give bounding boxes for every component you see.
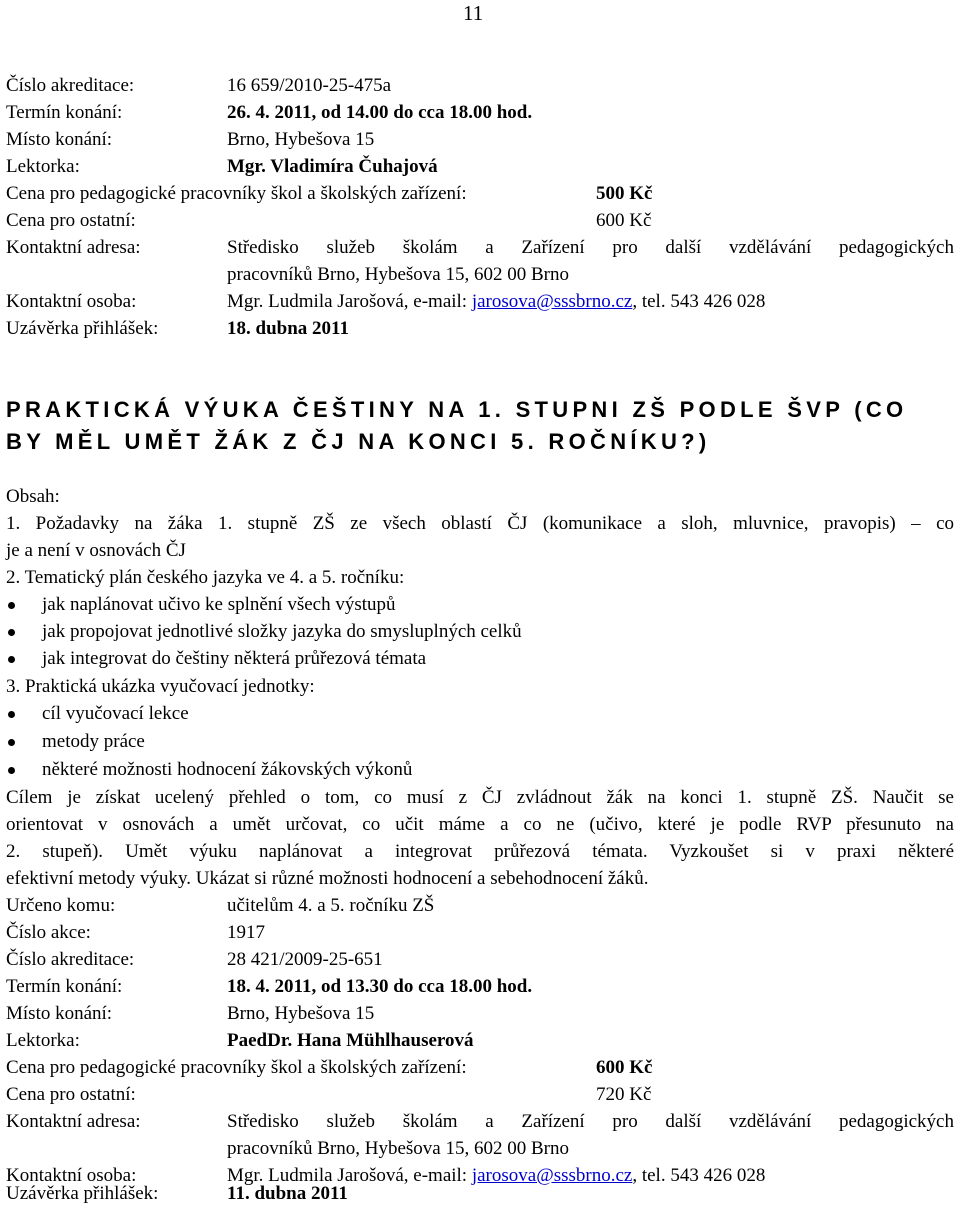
adresa-row-1 (6, 234, 954, 261)
akreditace-label: Číslo akreditace: (6, 75, 135, 96)
bullet-icon (8, 629, 15, 636)
termin-value: 18. 4. 2011, od 13.30 do cca 18.00 hod. (227, 976, 533, 997)
termin-label: Termín konání: (6, 976, 123, 997)
cena-ped-value: 600 Kč (596, 1057, 653, 1078)
adresa-row-2b (6, 1135, 954, 1162)
uzaverka-value: 18. dubna 2011 (227, 318, 349, 339)
termin-row-2 (6, 973, 954, 1000)
termin-label: Termín konání: (6, 102, 123, 123)
list-item-text: metody práce (42, 731, 145, 752)
cena-ost-row-2 (6, 1081, 954, 1108)
list-item (6, 618, 954, 645)
page-number: 11 (463, 1, 484, 25)
termin-value: 26. 4. 2011, od 14.00 do cca 18.00 hod. (227, 102, 533, 123)
adresa-line2: pracovníků Brno, Hybešova 15, 602 00 Brno (227, 264, 569, 285)
list-item (6, 591, 954, 618)
uzaverka-value: 11. dubna 2011 (227, 1183, 348, 1204)
list-item-text: jak propojovat jednotlivé složky jazyka do smysluplných celků (42, 621, 522, 642)
uzaverka-row-2 (6, 1180, 954, 1207)
lektor-row-1 (6, 153, 954, 180)
urceno-label: Určeno komu: (6, 895, 116, 916)
uzaverka-row-1 (6, 315, 954, 342)
item3-heading: 3. Praktická ukázka vyučovací jednotky: (6, 676, 315, 697)
akreditace-label: Číslo akreditace: (6, 949, 135, 970)
goal-line-4: efektivní metody výuky. Ukázat si různé možnosti hodnocení a sebehodnocení žáků. (6, 868, 649, 889)
osoba-email-link[interactable]: jarosova@sssbrno.cz (471, 1165, 633, 1186)
osoba-prefix: Mgr. Ludmila Jarošová, e-mail: (227, 291, 472, 312)
cena-ost-label: Cena pro ostatní: (6, 210, 136, 231)
lektor-label: Lektorka: (6, 1030, 80, 1051)
urceno-row (6, 892, 954, 919)
list-item (6, 728, 954, 755)
misto-label: Místo konání: (6, 129, 113, 150)
adresa-line1: Středisko služeb školám a Zařízení pro další vzdělávání pedagogických (227, 237, 954, 258)
urceno-value: učitelům 4. a 5. ročníku ZŠ (227, 895, 435, 916)
list-item (6, 645, 954, 672)
misto-row-1 (6, 126, 954, 153)
cena-ped-row-1 (6, 180, 954, 207)
cena-ped-label: Cena pro pedagogické pracovníky škol a školských zařízení: (6, 183, 467, 204)
adresa-label: Kontaktní adresa: (6, 237, 141, 258)
list-item (6, 756, 954, 783)
goal-line-2: orientovat v osnovách a umět určovat, co učit máme a co ne (učivo, které je podle RVP přesunuto na (6, 814, 954, 835)
cena-ped-label: Cena pro pedagogické pracovníky škol a školských zařízení: (6, 1057, 467, 1078)
list-item-text: jak integrovat do češtiny některá průřezová témata (42, 648, 427, 669)
akce-value: 1917 (227, 922, 265, 943)
list-item-text: některé možnosti hodnocení žákovských výkonů (42, 759, 413, 780)
akreditace-row-2 (6, 946, 954, 973)
osoba-value (227, 288, 765, 315)
lektor-value: Mgr. Vladimíra Čuhajová (227, 156, 438, 177)
list-item-text: jak naplánovat učivo ke splnění všech výstupů (42, 594, 396, 615)
misto-row-2 (6, 1000, 954, 1027)
akce-row (6, 919, 954, 946)
akreditace-value: 28 421/2009-25-651 (227, 949, 383, 970)
osoba-suffix: , tel. 543 426 028 (632, 291, 766, 312)
obsah-label: Obsah: (6, 486, 60, 507)
cena-ost-row-1 (6, 207, 954, 234)
list-item-text: cíl vyučovací lekce (42, 703, 189, 724)
adresa-row-2 (6, 1108, 954, 1135)
bullet-icon (8, 711, 15, 718)
cena-ped-row-2 (6, 1054, 954, 1081)
item1-line2: je a není v osnovách ČJ (6, 540, 186, 561)
item2-heading: 2. Tematický plán českého jazyka ve 4. a 5. ročníku: (6, 567, 405, 588)
osoba-email-link[interactable]: jarosova@sssbrno.cz (471, 291, 633, 312)
misto-value: Brno, Hybešova 15 (227, 129, 375, 150)
osoba-row-1 (6, 288, 954, 315)
course-title-line2: BY MĚL UMĚT ŽÁK Z ČJ NA KONCI 5. ROČNÍKU?) (6, 429, 711, 454)
adresa-line2: pracovníků Brno, Hybešova 15, 602 00 Brno (227, 1138, 569, 1159)
osoba-suffix: , tel. 543 426 028 (632, 1165, 766, 1186)
lektor-label: Lektorka: (6, 156, 80, 177)
misto-value: Brno, Hybešova 15 (227, 1003, 375, 1024)
osoba-label: Kontaktní osoba: (6, 1165, 137, 1186)
akreditace-row-1 (6, 72, 954, 99)
cena-ost-value: 720 Kč (596, 1084, 652, 1105)
bullet-icon (8, 739, 15, 746)
misto-label: Místo konání: (6, 1003, 113, 1024)
osoba-label: Kontaktní osoba: (6, 291, 137, 312)
akreditace-value: 16 659/2010-25-475a (227, 75, 392, 96)
adresa-label: Kontaktní adresa: (6, 1111, 141, 1132)
osoba-prefix: Mgr. Ludmila Jarošová, e-mail: (227, 1165, 472, 1186)
obsah-row (6, 483, 954, 510)
course-title-line1: PRAKTICKÁ VÝUKA ČEŠTINY NA 1. STUPNI ZŠ PODLE ŠVP (CO (6, 397, 908, 422)
goal-line-1: Cílem je získat ucelený přehled o tom, co musí z ČJ zvládnout žák na konci 1. stupně ZŠ. Naučit se (6, 787, 954, 808)
lektor-value: PaedDr. Hana Mühlhauserová (227, 1030, 474, 1051)
uzaverka-label: Uzávěrka přihlášek: (6, 1183, 159, 1204)
uzaverka-label: Uzávěrka přihlášek: (6, 318, 159, 339)
termin-row-1 (6, 99, 954, 126)
bullet-icon (8, 656, 15, 663)
bullet-icon (8, 767, 15, 774)
cena-ped-value: 500 Kč (596, 183, 653, 204)
list-item (6, 700, 954, 727)
cena-ost-value: 600 Kč (596, 210, 652, 231)
goal-line-3: 2. stupeň). Umět výuku naplánovat a integrovat průřezová témata. Vyzkoušet si v praxi některé (6, 841, 954, 862)
akce-label: Číslo akce: (6, 922, 91, 943)
bullet-icon (8, 602, 15, 609)
adresa-row-1b (6, 261, 954, 288)
lektor-row-2 (6, 1027, 954, 1054)
item1-line1: 1. Požadavky na žáka 1. stupně ZŠ ze všech oblastí ČJ (komunikace a sloh, mluvnice, pravopis) – co (6, 513, 954, 534)
cena-ost-label: Cena pro ostatní: (6, 1084, 136, 1105)
adresa-line1: Středisko služeb školám a Zařízení pro další vzdělávání pedagogických (227, 1111, 954, 1132)
